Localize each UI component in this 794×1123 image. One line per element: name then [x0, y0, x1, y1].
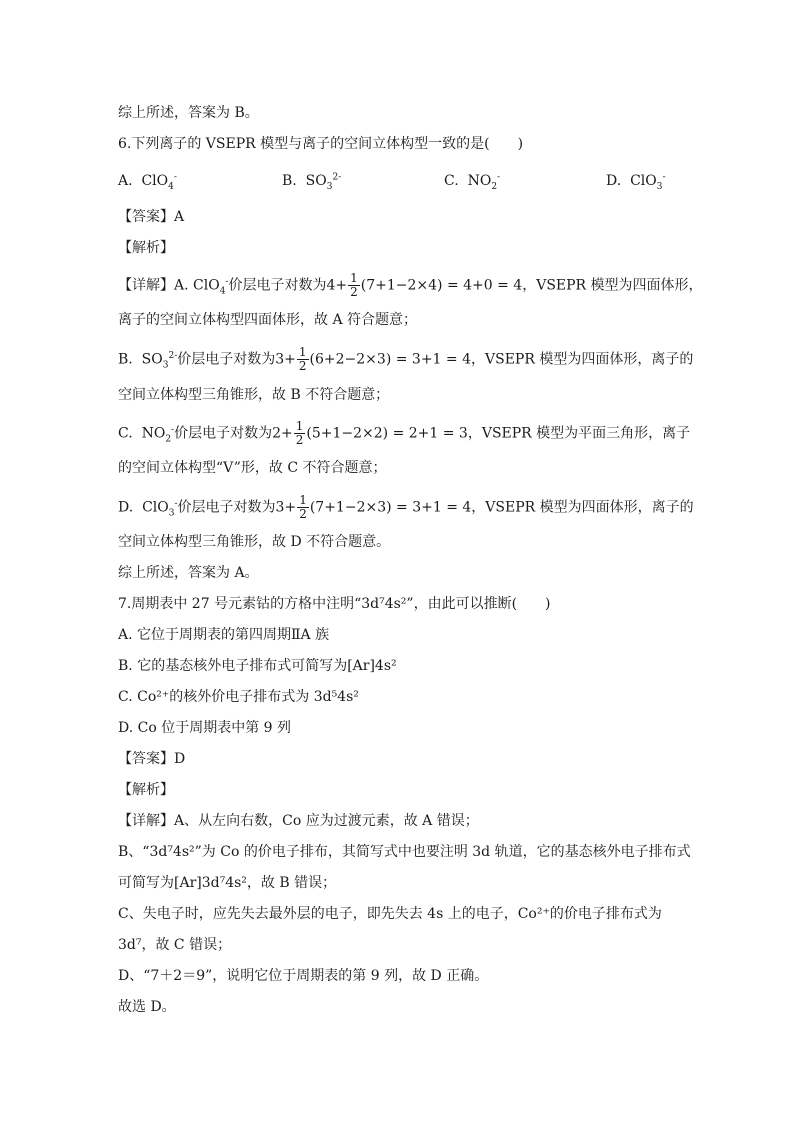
ion-subscript: 2	[491, 181, 498, 192]
option-letter: D.	[118, 499, 134, 516]
summary-line: 综上所述，答案为 B。	[118, 105, 259, 121]
q7-option-d: D. Co 位于周期表中第 9 列	[118, 720, 292, 736]
ion-subscript: 4	[168, 181, 174, 192]
q6-option-c	[444, 171, 500, 191]
q7-detail-b: B、“3d⁷4s²”为 Co 的价电子排布，其简写式中也要注明 3d 轨道，它的基态核外电子排布式	[118, 844, 691, 860]
ion-charge: -	[171, 424, 175, 435]
ion-subscript: 3	[168, 508, 175, 519]
ion-charge: -	[225, 276, 229, 287]
calc-label: 价层电子对数为	[177, 351, 276, 368]
ion-charge: -	[662, 172, 666, 183]
detail-tail: ，VSEPR 模型为四面体形，离子的	[471, 351, 694, 368]
ion-charge: 2-	[332, 172, 342, 183]
ion-formula: SO	[305, 173, 327, 189]
q7-detail-d: D、“7＋2＝9”，说明它位于周期表的第 9 列，故 D 正确。	[118, 968, 489, 984]
q7-option-c: C. Co²⁺的核外价电子排布式为 3d⁵4s²	[118, 689, 359, 705]
q6-answer: 【答案】A	[118, 209, 185, 225]
fraction-half: $\frac{1}{2}$	[295, 419, 304, 447]
q6-detail-c-line2: 的空间立体构型“V”形，故 C 不符合题意；	[118, 460, 387, 476]
q7-detail-a: 【详解】A、从左向右数，Co 应为过渡元素，故 A 错误；	[118, 813, 479, 829]
ion-subscript: 3	[656, 181, 663, 192]
ion-subscript: 2	[165, 434, 172, 445]
ion-charge: -	[174, 498, 178, 509]
option-letter: C.	[444, 173, 459, 189]
q6-detail-a	[118, 272, 703, 299]
q6-detail-d	[118, 494, 694, 521]
calc-lead: 4+	[326, 277, 348, 294]
ion-formula: NO	[467, 173, 492, 189]
ion-subscript: 4	[219, 286, 226, 297]
q6-analysis-heading: 【解析】	[118, 240, 174, 256]
ion-formula: ClO	[193, 277, 220, 294]
ion-formula: ClO	[141, 173, 169, 189]
detail-prefix: 【详解】A.	[118, 277, 189, 294]
q7-answer: 【答案】D	[118, 751, 186, 767]
fraction-half: $\frac{1}{2}$	[350, 271, 358, 299]
q7-detail-c: C、失电子时，应先失去最外层的电子，即先失去 4s 上的电子，Co²⁺的价电子排布式为	[118, 906, 662, 922]
q6-detail-b-line2: 空间立体构型三角锥形，故 B 不符合题意；	[118, 387, 390, 403]
ion-charge: 2-	[168, 350, 178, 361]
q6-detail-a-line2: 离子的空间立体构型四面体形，故 A 符合题意；	[118, 312, 418, 328]
detail-tail: ，VSEPR 模型为四面体形，	[522, 277, 703, 294]
detail-tail: ，VSEPR 模型为平面三角形，离子	[467, 425, 691, 442]
fraction-half: $\frac{1}{2}$	[298, 345, 307, 373]
fraction-half: $\frac{1}{2}$	[299, 493, 307, 521]
q7-conclusion: 故选 D。	[118, 999, 176, 1015]
calc-expression: (7+1−2×4) = 4+0 = 4	[360, 277, 523, 294]
calc-label: 价层电子对数为	[177, 499, 276, 516]
q7-stem: 7.周期表中 27 号元素钴的方格中注明“3d⁷4s²”，由此可以推断( )	[118, 596, 551, 612]
ion-formula: NO	[141, 425, 166, 442]
q6-option-b	[282, 171, 341, 191]
ion-formula: ClO	[142, 499, 169, 516]
option-letter: B.	[118, 351, 133, 368]
q6-stem: 6.下列离子的 VSEPR 模型与离子的空间立体构型一致的是( )	[118, 136, 524, 152]
ion-subscript: 3	[162, 360, 169, 371]
q6-option-a	[118, 171, 177, 191]
calc-label: 价层电子对数为	[174, 425, 273, 442]
ion-charge: -	[173, 172, 177, 183]
q6-option-d	[606, 171, 666, 191]
option-letter: B.	[282, 173, 297, 189]
option-letter: D.	[606, 173, 622, 189]
ion-formula: ClO	[630, 173, 657, 189]
calc-lead: 3+	[275, 499, 297, 516]
q6-detail-c	[118, 420, 690, 447]
calc-lead: 2+	[272, 425, 293, 442]
ion-subscript: 3	[326, 181, 333, 192]
calc-expression: (5+1−2×2) = 2+1 = 3	[306, 425, 468, 442]
ion-formula: SO	[141, 351, 163, 368]
q7-option-b: B. 它的基态核外电子排布式可简写为[Ar]4s²	[118, 658, 397, 674]
option-letter: C.	[118, 425, 133, 442]
ion-charge: -	[497, 172, 501, 183]
calc-label: 价层电子对数为	[228, 277, 327, 294]
q7-detail-c-line2: 3d⁷，故 C 错误；	[118, 937, 232, 953]
detail-tail: ，VSEPR 模型为四面体形，离子的	[471, 499, 694, 516]
q6-detail-d-line2: 空间立体构型三角锥形，故 D 不符合题意。	[118, 534, 391, 550]
q7-option-a: A. 它位于周期表的第四周期ⅡA 族	[118, 627, 330, 643]
q6-detail-b	[118, 346, 693, 373]
q7-analysis-heading: 【解析】	[118, 782, 174, 798]
q7-detail-b-line2: 可简写为[Ar]3d⁷4s²，故 B 错误；	[118, 875, 337, 891]
summary-line: 综上所述，答案为 A。	[118, 565, 259, 581]
option-letter: A.	[118, 173, 133, 189]
calc-lead: 3+	[275, 351, 296, 368]
calc-expression: (6+2−2×3) = 3+1 = 4	[309, 351, 471, 368]
calc-expression: (7+1−2×3) = 3+1 = 4	[309, 499, 472, 516]
